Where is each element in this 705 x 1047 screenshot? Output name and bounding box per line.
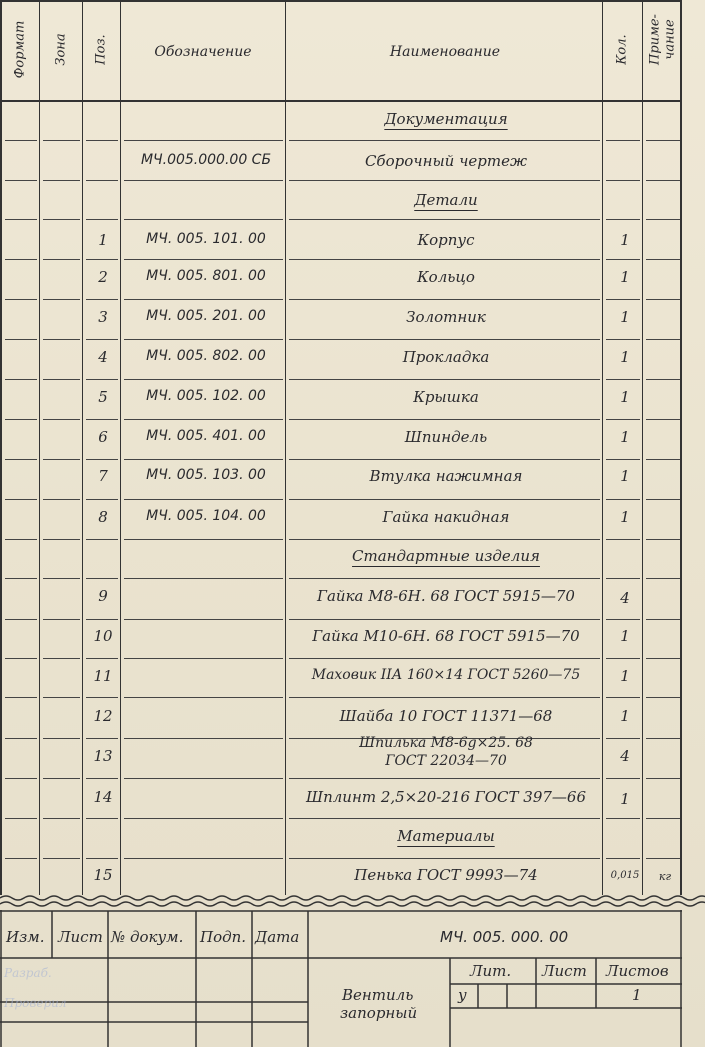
row-separator xyxy=(5,180,37,181)
row-separator xyxy=(646,539,680,540)
row-separator xyxy=(124,818,283,819)
stamp-list: Лист xyxy=(58,928,103,946)
row-separator xyxy=(289,419,600,420)
row-separator xyxy=(5,818,37,819)
row-separator xyxy=(606,778,640,779)
header-note-2: чание xyxy=(662,19,678,60)
row-separator xyxy=(606,738,640,739)
row-pos: 1 xyxy=(98,231,108,249)
row-separator xyxy=(646,697,680,698)
row-separator xyxy=(43,339,80,340)
row-separator xyxy=(646,419,680,420)
row-separator xyxy=(5,140,37,141)
row-separator xyxy=(606,419,640,420)
header-designation: Обозначение xyxy=(154,44,252,60)
row-separator xyxy=(606,578,640,579)
stamp-n-dokum: № докум. xyxy=(111,928,184,946)
row-name: Гайка накидная xyxy=(382,508,510,526)
row-separator xyxy=(289,658,600,659)
row-qty: 1 xyxy=(620,667,630,685)
row-separator xyxy=(289,499,600,500)
row-separator xyxy=(86,299,118,300)
row-qty: 1 xyxy=(620,348,630,366)
row-separator xyxy=(86,858,118,859)
row-separator xyxy=(646,259,680,260)
header-name: Наименование xyxy=(389,44,501,60)
row-separator xyxy=(43,499,80,500)
row-separator xyxy=(43,259,80,260)
stamp-izm: Изм. xyxy=(6,928,45,946)
stamp-razrab: Разраб. xyxy=(4,966,52,980)
header-qty: Кол. xyxy=(614,34,630,65)
row-designation: МЧ. 005. 104. 00 xyxy=(146,508,266,524)
row-designation: МЧ. 005. 802. 00 xyxy=(146,348,266,364)
row-separator xyxy=(86,539,118,540)
row-pos: 6 xyxy=(98,428,108,446)
row-separator xyxy=(289,299,600,300)
row-separator xyxy=(5,697,37,698)
row-qty: 1 xyxy=(620,428,630,446)
row-separator xyxy=(43,419,80,420)
row-separator xyxy=(86,578,118,579)
row-separator xyxy=(124,379,283,380)
row-separator xyxy=(124,539,283,540)
row-separator xyxy=(289,818,600,819)
row-separator xyxy=(289,259,600,260)
row-separator xyxy=(124,697,283,698)
header-note-1: Приме- xyxy=(647,14,663,65)
row-qty: 1 xyxy=(620,268,630,286)
row-separator xyxy=(5,858,37,859)
row-qty: 1 xyxy=(620,467,630,485)
row-separator xyxy=(5,539,37,540)
row-separator xyxy=(646,140,680,141)
row-separator xyxy=(5,658,37,659)
row-separator xyxy=(86,140,118,141)
row-name: Корпус xyxy=(417,231,475,249)
row-separator xyxy=(86,259,118,260)
row-designation: МЧ. 005. 103. 00 xyxy=(146,467,266,483)
row-name: Кольцо xyxy=(417,268,475,286)
row-separator xyxy=(606,219,640,220)
row-qty: 1 xyxy=(620,508,630,526)
row-name: Шайба 10 ГОСТ 11371—68 xyxy=(339,707,553,725)
row-qty: 1 xyxy=(620,707,630,725)
row-separator xyxy=(124,140,283,141)
row-separator xyxy=(646,619,680,620)
row-separator xyxy=(646,180,680,181)
row-separator xyxy=(606,299,640,300)
row-designation: МЧ. 005. 102. 00 xyxy=(146,388,266,404)
row-separator xyxy=(124,738,283,739)
row-separator xyxy=(289,140,600,141)
row-name-line2: ГОСТ 22034—70 xyxy=(385,753,507,769)
row-separator xyxy=(124,419,283,420)
row-separator xyxy=(5,578,37,579)
row-separator xyxy=(86,219,118,220)
row-separator xyxy=(646,738,680,739)
row-pos: 2 xyxy=(98,268,108,286)
row-name: Шплинт 2,5×20-216 ГОСТ 397—66 xyxy=(305,788,587,806)
row-separator xyxy=(124,619,283,620)
row-separator xyxy=(606,818,640,819)
row-pos: 13 xyxy=(93,747,113,765)
row-separator xyxy=(43,578,80,579)
row-separator xyxy=(606,459,640,460)
doc-name: Сборочный чертеж xyxy=(364,152,528,170)
col-divider xyxy=(39,2,40,895)
row-qty: 4 xyxy=(620,589,630,607)
row-separator xyxy=(124,858,283,859)
row-separator xyxy=(43,299,80,300)
row-separator xyxy=(606,180,640,181)
row-separator xyxy=(646,818,680,819)
row-name: Прокладка xyxy=(402,348,490,366)
row-separator xyxy=(606,539,640,540)
row-name: Гайка М8-6Н. 68 ГОСТ 5915—70 xyxy=(317,587,575,605)
row-separator xyxy=(289,539,600,540)
row-qty: 1 xyxy=(620,308,630,326)
row-separator xyxy=(124,578,283,579)
row-qty: 1 xyxy=(620,231,630,249)
row-separator xyxy=(124,180,283,181)
row-note: кг xyxy=(658,870,672,883)
stamp-lit: Лит. xyxy=(470,962,512,980)
row-separator xyxy=(289,339,600,340)
row-separator xyxy=(124,259,283,260)
row-pos: 11 xyxy=(93,667,113,685)
row-separator xyxy=(86,339,118,340)
row-separator xyxy=(606,697,640,698)
row-separator xyxy=(606,379,640,380)
break-line-bottom xyxy=(0,899,705,909)
row-separator xyxy=(86,499,118,500)
section-standard: Стандартные изделия xyxy=(352,547,540,565)
row-separator xyxy=(646,379,680,380)
row-separator xyxy=(289,778,600,779)
row-separator xyxy=(5,379,37,380)
row-qty: 1 xyxy=(620,627,630,645)
row-separator xyxy=(606,658,640,659)
row-name: Шпиндель xyxy=(404,428,488,446)
row-separator xyxy=(86,379,118,380)
row-designation: МЧ. 005. 201. 00 xyxy=(146,308,266,324)
row-separator xyxy=(646,499,680,500)
row-separator xyxy=(5,259,37,260)
row-separator xyxy=(5,339,37,340)
row-designation: МЧ. 005. 801. 00 xyxy=(146,268,266,284)
row-separator xyxy=(43,379,80,380)
row-separator xyxy=(124,299,283,300)
row-separator xyxy=(43,180,80,181)
row-separator xyxy=(124,499,283,500)
section-parts: Детали xyxy=(414,191,478,209)
row-separator xyxy=(646,578,680,579)
row-separator xyxy=(289,379,600,380)
stamp-list2: Лист xyxy=(542,962,587,980)
row-separator xyxy=(5,778,37,779)
row-pos: 12 xyxy=(93,707,113,725)
row-designation: МЧ. 005. 401. 00 xyxy=(146,428,266,444)
stamp-podp: Подп. xyxy=(200,928,247,946)
row-separator xyxy=(43,858,80,859)
row-name: Золотник xyxy=(406,308,486,326)
header-zone: Зона xyxy=(53,33,69,66)
row-separator xyxy=(86,738,118,739)
row-separator xyxy=(646,219,680,220)
row-name: Втулка нажимная xyxy=(369,467,523,485)
row-pos: 9 xyxy=(98,587,108,605)
title-block xyxy=(0,910,682,1047)
row-separator xyxy=(86,658,118,659)
row-qty: 1 xyxy=(620,790,630,808)
row-separator xyxy=(289,858,600,859)
row-separator xyxy=(43,140,80,141)
row-separator xyxy=(86,697,118,698)
row-separator xyxy=(5,738,37,739)
row-name: Маховик IIА 160×14 ГОСТ 5260—75 xyxy=(311,667,581,683)
row-pos: 8 xyxy=(98,508,108,526)
row-pos: 15 xyxy=(93,866,113,884)
row-separator xyxy=(43,539,80,540)
row-separator xyxy=(646,459,680,460)
row-separator xyxy=(5,459,37,460)
stamp-title-2: запорный xyxy=(340,1004,418,1022)
row-separator xyxy=(646,858,680,859)
row-separator xyxy=(124,339,283,340)
row-separator xyxy=(289,459,600,460)
row-separator xyxy=(289,180,600,181)
row-separator xyxy=(124,219,283,220)
row-separator xyxy=(43,738,80,739)
section-documentation: Документация xyxy=(384,110,508,128)
row-name: Крышка xyxy=(413,388,479,406)
stamp-lit-value: у xyxy=(458,986,467,1004)
stamp-listov: Листов xyxy=(606,962,669,980)
row-separator xyxy=(43,619,80,620)
row-qty: 1 xyxy=(620,388,630,406)
row-name-line1: Шпилька М8-6g×25. 68 xyxy=(359,735,533,751)
row-separator xyxy=(86,778,118,779)
col-divider xyxy=(82,2,83,895)
row-separator xyxy=(43,459,80,460)
row-separator xyxy=(646,339,680,340)
row-pos: 5 xyxy=(98,388,108,406)
row-separator xyxy=(606,858,640,859)
row-separator xyxy=(5,219,37,220)
row-separator xyxy=(606,259,640,260)
row-name: Гайка М10-6Н. 68 ГОСТ 5915—70 xyxy=(312,627,580,645)
row-separator xyxy=(646,778,680,779)
stamp-prover: Проверил xyxy=(4,996,67,1010)
row-separator xyxy=(5,619,37,620)
row-separator xyxy=(289,619,600,620)
row-separator xyxy=(43,818,80,819)
row-separator xyxy=(86,419,118,420)
row-separator xyxy=(86,459,118,460)
row-separator xyxy=(86,818,118,819)
col-divider xyxy=(120,2,121,895)
row-separator xyxy=(86,619,118,620)
row-separator xyxy=(289,219,600,220)
row-separator xyxy=(646,299,680,300)
row-separator xyxy=(43,778,80,779)
row-pos: 10 xyxy=(93,627,113,645)
section-materials: Материалы xyxy=(397,827,495,845)
row-qty: 4 xyxy=(620,747,630,765)
row-pos: 3 xyxy=(98,308,108,326)
row-separator xyxy=(289,697,600,698)
row-separator xyxy=(86,180,118,181)
row-separator xyxy=(5,499,37,500)
row-separator xyxy=(43,219,80,220)
stamp-title-1: Вентиль xyxy=(342,986,414,1004)
row-separator xyxy=(606,619,640,620)
row-separator xyxy=(43,658,80,659)
row-separator xyxy=(646,658,680,659)
row-name: Пенька ГОСТ 9993—74 xyxy=(354,866,538,884)
row-pos: 4 xyxy=(98,348,108,366)
row-separator xyxy=(606,140,640,141)
stamp-code: МЧ. 005. 000. 00 xyxy=(440,928,569,946)
row-pos: 7 xyxy=(98,467,108,485)
doc-designation: МЧ.005.000.00 СБ xyxy=(140,152,272,168)
row-pos: 14 xyxy=(93,788,113,806)
row-designation: МЧ. 005. 101. 00 xyxy=(146,231,266,247)
row-separator xyxy=(289,578,600,579)
col-divider xyxy=(285,2,286,895)
header-pos: Поз. xyxy=(93,34,109,65)
row-separator xyxy=(5,299,37,300)
stamp-data: Дата xyxy=(255,928,300,946)
row-separator xyxy=(606,339,640,340)
row-qty: 0,015 xyxy=(610,870,640,881)
header-divider xyxy=(2,100,682,102)
row-separator xyxy=(124,658,283,659)
row-separator xyxy=(43,697,80,698)
row-separator xyxy=(124,459,283,460)
stamp-listov-value: 1 xyxy=(632,986,642,1004)
row-separator xyxy=(606,499,640,500)
row-separator xyxy=(124,778,283,779)
header-format: Формат xyxy=(12,20,28,79)
row-separator xyxy=(5,419,37,420)
